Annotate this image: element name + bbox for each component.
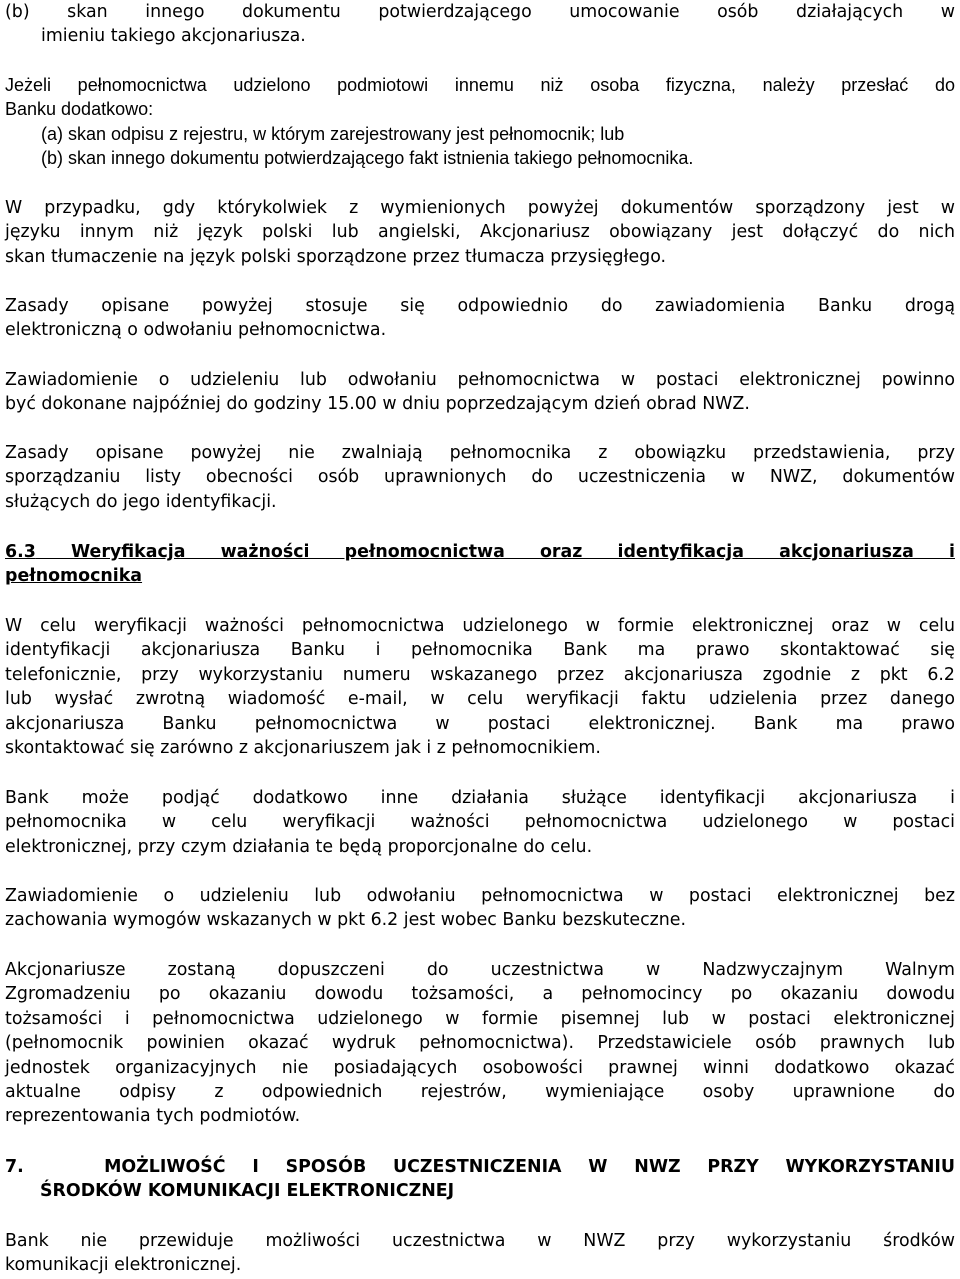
text-line: Banku dodatkowo: [5, 99, 154, 120]
text-line: komunikacji elektronicznej. [5, 1255, 242, 1276]
text-line: skontaktować się zarówno z akcjonariuszem jak i z pełnomocnikiem. [5, 738, 601, 759]
section-number: 6.3 [5, 542, 36, 562]
text-line: (pełnomocnik powinien okazać wydruk pełnomocnictwa). Przedstawiciele osób prawnych lub [5, 1033, 955, 1054]
heading-line: pełnomocnika [5, 566, 143, 587]
list-item: (b) skan innego dokumentu potwierdzającego fakt istnienia takiego pełnomocnika. [41, 148, 694, 169]
text-line: języku innym niż język polski lub angielski, Akcjonariusz obowiązany jest dołączyć do nich [5, 222, 955, 243]
paragraph-ineffective [5, 884, 955, 933]
text-line: Zgromadzeniu po okazaniu dowodu tożsamości, a pełnomocincy po okazaniu dowodu [5, 984, 955, 1005]
text-line: telefonicznie, przy wykorzystaniu numeru wskazanego przez akcjonariusza zgodnie z pkt 6.2 [5, 664, 955, 685]
text-line: identyfikacji akcjonariusza Banku i pełnomocnika Bank ma prawo skontaktować się [5, 640, 955, 661]
section-number: 7. [5, 1157, 24, 1177]
list-item: (a) skan odpisu z rejestru, w którym zarejestrowany jest pełnomocnik; lub [41, 123, 625, 144]
text-line: Akcjonariusze zostaną dopuszczeni do uczestnictwa w Nadzwyczajnym Walnym [5, 960, 955, 980]
paragraph-revocation [5, 294, 955, 343]
heading-line: ŚRODKÓW KOMUNIKACJI ELEKTRONICZNEJ [40, 1181, 455, 1202]
text-line: W przypadku, gdy którykolwiek z wymienionych powyżej dokumentów sporządzony jest w [5, 198, 955, 218]
paragraph-entities [5, 73, 955, 171]
text-line: W celu weryfikacji ważności pełnomocnictwa udzielonego w formie elektronicznej oraz w celu [5, 616, 955, 636]
text-line: zachowania wymogów wskazanych w pkt 6.2 jest wobec Banku bezskuteczne. [5, 910, 687, 931]
text-line: imieniu takiego akcjonariusza. [41, 26, 306, 47]
paragraph-additional [5, 786, 955, 859]
paragraph-translation [5, 196, 955, 269]
paragraph-verification [5, 614, 955, 760]
text-line: tożsamości i pełnomocnictwa udzielonego w formie pisemnej lub w postaci elektronicznej [5, 1008, 955, 1029]
text-line: służących do jego identyfikacji. [5, 491, 277, 512]
section-heading-6-3 [5, 540, 955, 589]
paragraph-no-electronic [5, 1229, 955, 1278]
text-line: pełnomocnika w celu weryfikacji ważności pełnomocnictwa udzielonego w postaci [5, 812, 955, 833]
text-line: elektronicznej, przy czym działania te będą proporcjonalne do celu. [5, 836, 593, 857]
text-line: Bank nie przewiduje możliwości uczestnictwa w NWZ przy wykorzystaniu środków [5, 1231, 955, 1251]
section-heading-7 [5, 1155, 955, 1204]
text-line: Zasady opisane powyżej stosuje się odpowiednio do zawiadomienia Banku drogą [5, 296, 955, 316]
text-line: jednostek organizacyjnych nie posiadających osobowości prawnej winni dodatkowo okazać [5, 1057, 955, 1078]
text-line: akcjonariusza Banku pełnomocnictwa w postaci elektronicznej. Bank ma prawo [5, 713, 955, 734]
text-line: lub wysłać zwrotną wiadomość e-mail, w celu weryfikacji faktu udzielenia przez danego [5, 689, 955, 710]
text-line: elektroniczną o odwołaniu pełnomocnictwa. [5, 320, 387, 341]
heading-line [5, 540, 955, 564]
paragraph-obligation [5, 441, 955, 514]
text-line: Zawiadomienie o udzieleniu lub odwołaniu pełnomocnictwa w postaci elektronicznej powinno [5, 370, 955, 390]
text-line: Bank może podjąć dodatkowo inne działania służące identyfikacji akcjonariusza i [5, 788, 955, 808]
section-title: Weryfikacja ważności pełnomocnictwa oraz identyfikacja akcjonariusza i [70, 542, 955, 562]
text-line: Zawiadomienie o udzieleniu lub odwołaniu pełnomocnictwa w postaci elektronicznej bez [5, 886, 955, 906]
text-line: Zasady opisane powyżej nie zwalniają pełnomocnika z obowiązku przedstawienia, przy [5, 443, 955, 463]
heading-line [5, 1155, 955, 1179]
text-line: sporządzaniu listy obecności osób uprawnionych do uczestniczenia w NWZ, dokumentów [5, 467, 955, 488]
text-line: (b) skan innego dokumentu potwierdzającego umocowanie osób działających w [5, 2, 955, 22]
text-line: aktualne odpisy z odpowiednich rejestrów, wymieniające osoby uprawnione do [5, 1082, 955, 1103]
text-line: skan tłumaczenie na język polski sporządzone przez tłumacza przysięgłego. [5, 246, 667, 267]
paragraph-intro-b [5, 0, 955, 49]
text-line: reprezentowania tych podmiotów. [5, 1106, 301, 1127]
text-line: być dokonane najpóźniej do godziny 15.00 w dniu poprzedzającym dzień obrad NWZ. [5, 394, 750, 415]
paragraph-admission [5, 958, 955, 1129]
paragraph-deadline [5, 368, 955, 417]
text-line: Jeżeli pełnomocnictwa udzielono podmiotowi innemu niż osoba fizyczna, należy przesłać do [5, 75, 955, 95]
section-title: MOŻLIWOŚĆ I SPOSÓB UCZESTNICZENIA W NWZ PRZY WYKORZYSTANIU [104, 1157, 955, 1177]
